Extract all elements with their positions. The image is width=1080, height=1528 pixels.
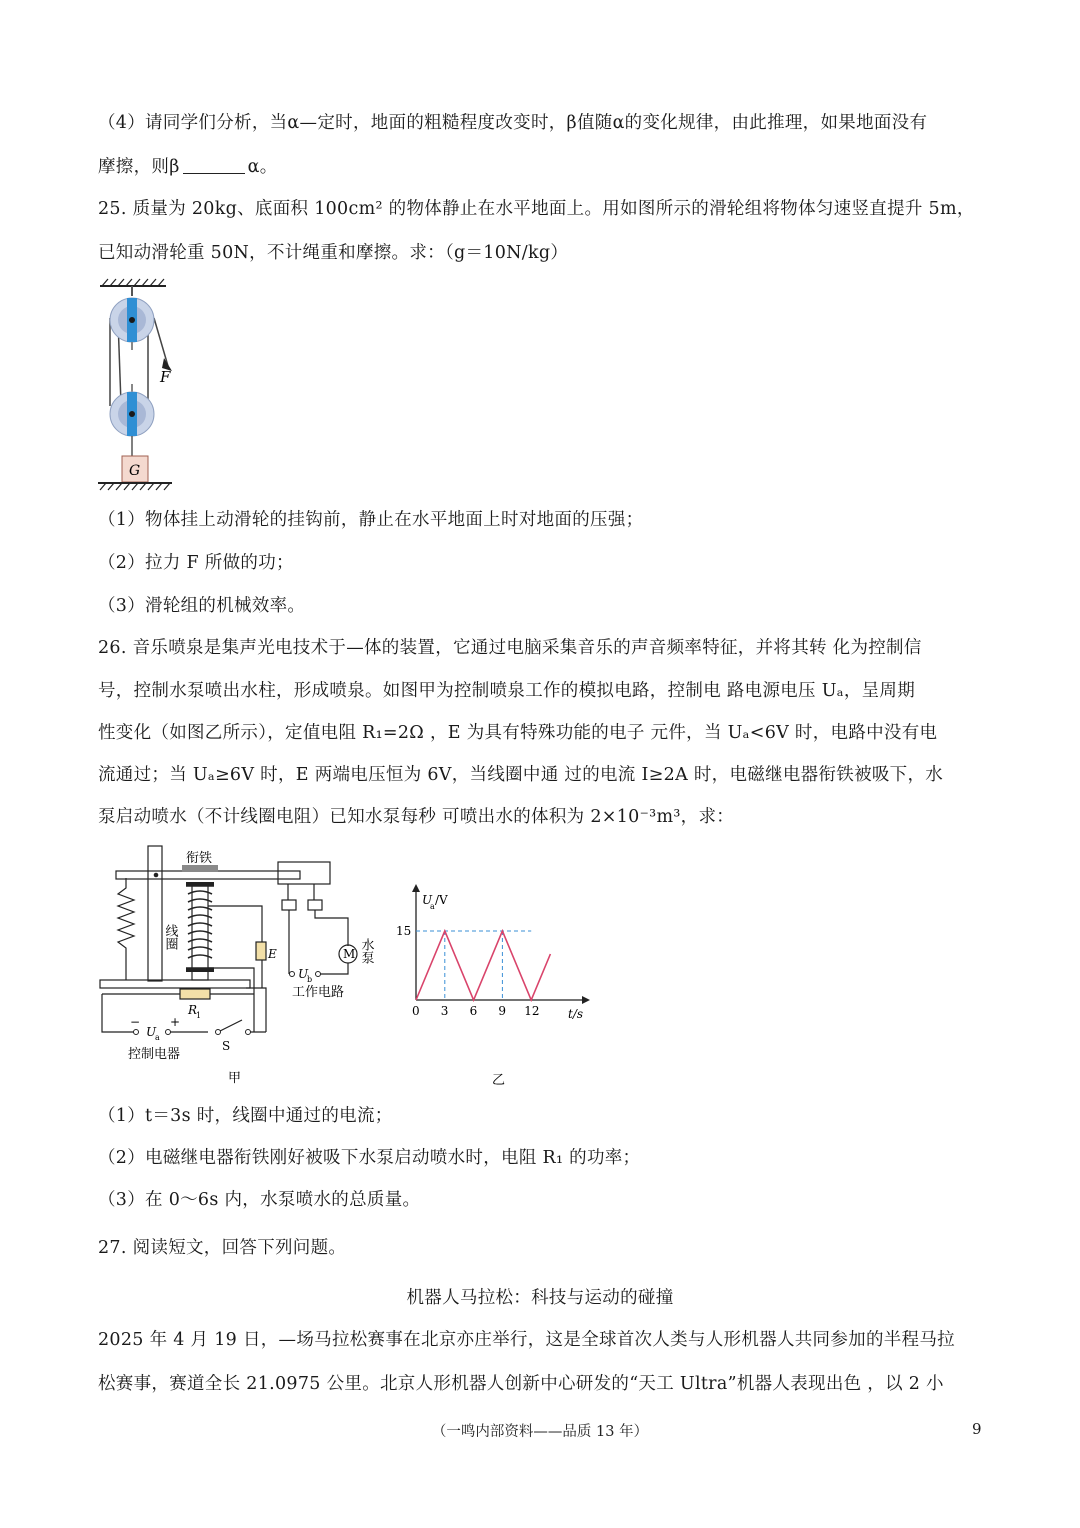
pulley-figure [96, 278, 206, 493]
y-tick-label: 15 [396, 924, 412, 938]
caption-jia: 甲 [228, 1071, 242, 1086]
q25-sub1: （1）物体挂上动滑轮的挂钩前，静止在水平地面上时对地面的压强； [98, 510, 644, 530]
q27-para-line2: 松赛事，赛道全长 21.0975 公里。北京人形机器人创新中心研发的“天工 Ultra”机器人表现出色 ，以 2 小 [98, 1374, 944, 1394]
y-axis-label: U [422, 893, 433, 907]
caption-yi: 乙 [492, 1073, 506, 1088]
armature-label: 衔铁 [186, 851, 213, 866]
x-tick-label: 3 [440, 1004, 449, 1018]
voltage-graph [386, 880, 596, 1090]
x-tick-label: 6 [469, 1004, 478, 1018]
q25-sub2: （2）拉力 F 所做的功； [98, 553, 294, 573]
x-axis-label: t/s [568, 1007, 584, 1021]
q25-line2: 已知动滑轮重 50N，不计绳重和摩擦。求：（g＝10N/kg） [98, 243, 569, 263]
r1-sub: 1 [196, 1011, 202, 1020]
element-e-label: E [268, 947, 277, 961]
voltage-series-line [416, 931, 550, 1000]
r1-label: R [188, 1003, 198, 1017]
work-circuit-label: 工作电路 [292, 985, 345, 1000]
q26-sub3: （3）在 0～6s 内，水泵喷水的总质量。 [98, 1190, 421, 1210]
circuit-figure [96, 842, 396, 1087]
plus-label: + [170, 1015, 181, 1029]
ub-label: U [298, 967, 309, 981]
y-axis-arrow [412, 884, 420, 892]
pump-label: 水泵 [358, 938, 374, 964]
y-axis-label-sub: a [430, 902, 435, 911]
q27-para-line1: 2025 年 4 月 19 日，—场马拉松赛事在北京亦庄举行，这是全球首次人类与人形机器人共同参加的半程马拉 [98, 1330, 955, 1350]
x-tick-label: 9 [498, 1004, 507, 1018]
q26-line5: 泵启动喷水（不计线圈电阻）已知水泵每秒 可喷出水的体积为 2×10⁻³m³，求： [98, 807, 735, 827]
q26-line1: 26. 音乐喷泉是集声光电技术于—体的装置，它通过电脑采集音乐的声音频率特征，并将其转 化为控制信 [98, 638, 922, 658]
coil-label: 线圈 [162, 924, 178, 950]
switch-label: S [222, 1039, 231, 1053]
force-label: F [160, 368, 171, 386]
q26-line4: 流通过；当 Uₐ≥6V 时，E 两端电压恒为 6V，当线圈中通 过的电流 I≥2A 时，电磁继电器衔铁被吸下，水 [98, 765, 944, 785]
q24-4-line2 [98, 155, 988, 179]
x-tick-label: 12 [524, 1004, 540, 1018]
ua-label: U [146, 1025, 157, 1039]
q24-4-line2-pre: 摩擦，则β [98, 157, 180, 177]
q24-4-line1: （4）请同学们分析，当α—定时，地面的粗糙程度改变时，β值随α的变化规律，由此推理，如果地面没有 [98, 113, 928, 133]
q24-4-line2-post: α。 [247, 157, 278, 177]
q26-line2: 号，控制水泵喷出水柱，形成喷泉。如图甲为控制喷泉工作的模拟电路，控制电 路电源电压 Uₐ，呈周期 [98, 681, 916, 701]
q27-line: 27. 阅读短文，回答下列问题。 [98, 1238, 347, 1258]
q26-line3: 性变化（如图乙所示），定值电阻 R₁=2Ω ，E 为具有特殊功能的电子 元件，当 Uₐ<6V 时，电路中没有电 [98, 723, 938, 743]
q26-sub1: （1）t＝3s 时，线圈中通过的电流； [98, 1106, 393, 1126]
q25-line1: 25. 质量为 20kg、底面积 100cm² 的物体静止在水平地面上。用如图所示的滑轮组将物体匀速竖直提升 5m， [98, 199, 975, 219]
load-label: G [129, 463, 141, 479]
control-label: 控制电器 [128, 1047, 181, 1062]
page-number: 9 [972, 1420, 982, 1438]
ub-sub: b [307, 975, 313, 984]
y-axis-label-unit: /V [435, 893, 448, 907]
ua-sub: a [155, 1033, 160, 1042]
x-tick-label: 0 [412, 1004, 420, 1018]
minus-label: − [130, 1015, 141, 1029]
page-footer: （一鸣内部资料——品质 13 年） [431, 1424, 649, 1440]
q25-sub3: （3）滑轮组的机械效率。 [98, 596, 306, 616]
motor-label: M [343, 947, 356, 961]
answer-blank[interactable] [183, 155, 245, 174]
q26-sub2: （2）电磁继电器衔铁刚好被吸下水泵启动喷水时，电阻 R₁ 的功率； [98, 1148, 641, 1168]
q27-title: 机器人马拉松：科技与运动的碰撞 [406, 1288, 674, 1308]
x-axis-arrow [582, 996, 590, 1004]
